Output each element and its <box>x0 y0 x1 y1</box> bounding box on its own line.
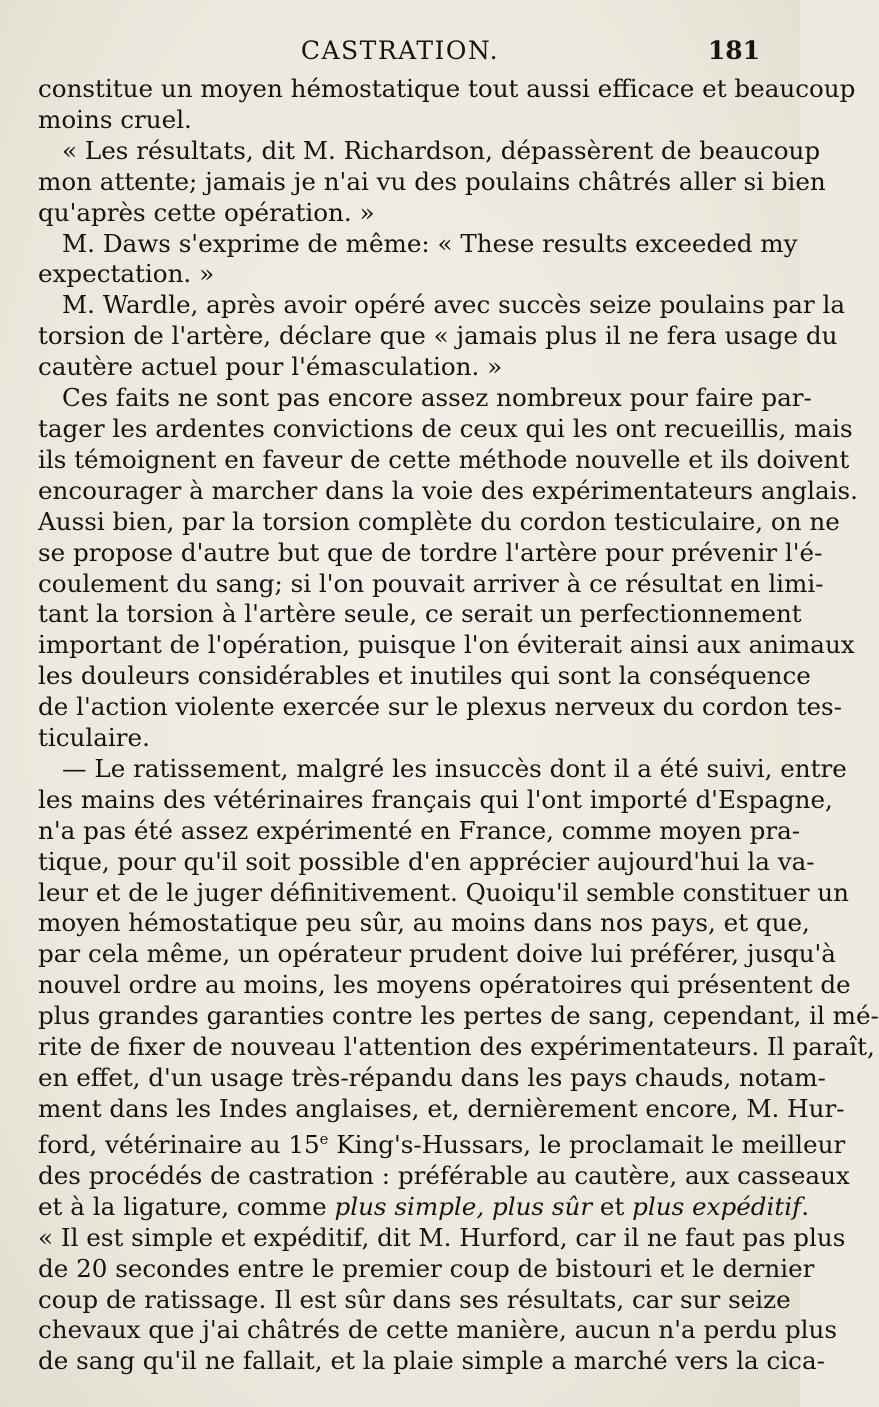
text-line: plus grandes garanties contre les pertes de sang, cependant, il mé- <box>38 1001 879 1031</box>
text-line: de sang qu'il ne fallait, et la plaie simple a marché vers la cica- <box>38 1346 825 1376</box>
text-line: nouvel ordre au moins, les moyens opératoires qui présentent de <box>38 970 851 1000</box>
text-line: chevaux que j'ai châtrés de cette manière, aucun n'a perdu plus <box>38 1315 837 1345</box>
text-line: n'a pas été assez expérimenté en France, comme moyen pra- <box>38 815 801 845</box>
text-line: — Le ratissement, malgré les insuccès dont il a été suivi, entre <box>62 753 847 783</box>
text-line: moins cruel. <box>38 104 192 134</box>
text-line: tant la torsion à l'artère seule, ce serait un perfectionnement <box>38 599 802 629</box>
text-line: important de l'opération, puisque l'on éviterait ainsi aux animaux <box>38 630 855 660</box>
text-line: mon attente; jamais je n'ai vu des poulains châtrés aller si bien <box>38 166 826 196</box>
text-line: M. Daws s'exprime de même: « These results exceeded my <box>62 228 798 258</box>
text-line: qu'après cette opération. » <box>38 197 375 227</box>
text-line: et à la ligature, comme plus simple, plus sûr et plus expéditif. <box>38 1191 810 1221</box>
text-line: Aussi bien, par la torsion complète du cordon testiculaire, on ne <box>38 506 840 536</box>
text-line: de 20 secondes entre le premier coup de bistouri et le dernier <box>38 1253 815 1283</box>
text-line: ticulaire. <box>38 723 150 753</box>
text-line: les mains des vétérinaires français qui l'ont importé d'Espagne, <box>38 784 833 814</box>
paragraph-6 <box>38 753 879 1377</box>
text-line: en effet, d'un usage très-répandu dans les pays chauds, notam- <box>38 1063 826 1092</box>
paragraph-5 <box>38 383 858 754</box>
text-line: leur et de le juger définitivement. Quoiqu'il semble constituer un <box>38 877 849 907</box>
text-line: tager les ardentes convictions de ceux qui les ont recueillis, mais <box>38 413 853 443</box>
text-line: ils témoignent en faveur de cette méthode nouvelle et ils doivent <box>38 444 850 474</box>
text-line: tique, pour qu'il soit possible d'en apprécier aujourd'hui la va- <box>38 846 815 876</box>
paragraph-4 <box>38 290 846 383</box>
running-head <box>38 28 762 74</box>
text-line: les douleurs considérables et inutiles qui sont la conséquence <box>38 661 811 691</box>
running-title: CASTRATION. <box>300 36 500 65</box>
text-line: Ces faits ne sont pas encore assez nombreux pour faire par- <box>62 383 812 413</box>
body-text <box>38 74 879 1377</box>
text-line: M. Wardle, après avoir opéré avec succès seize poulains par la <box>62 290 846 320</box>
text-line: ford, vétérinaire au 15e King's-Hussars, le proclamait le meilleur <box>38 1130 846 1159</box>
paragraph-1 <box>38 74 856 136</box>
text-line: coulement du sang; si l'on pouvait arriver à ce résultat en limi- <box>38 568 824 598</box>
text-line: se propose d'autre but que de tordre l'artère pour prévenir l'é- <box>38 537 823 567</box>
text-line: par cela même, un opérateur prudent doive lui préférer, jusqu'à <box>38 939 836 969</box>
paragraph-2 <box>38 135 826 229</box>
page-number: 181 <box>707 36 760 65</box>
text-line: rite de fixer de nouveau l'attention des expérimentateurs. Il paraît, <box>38 1032 875 1062</box>
text-line: moyen hémostatique peu sûr, au moins dans nos pays, et que, <box>38 908 810 938</box>
paragraph-3 <box>38 228 798 291</box>
text-line: ment dans les Indes anglaises, et, dernièrement encore, M. Hur- <box>38 1093 845 1123</box>
text-line: cautère actuel pour l'émasculation. » <box>38 352 503 382</box>
text-line: « Les résultats, dit M. Richardson, dépassèrent de beaucoup <box>62 135 821 165</box>
text-line: de l'action violente exercée sur le plexus nerveux du cordon tes- <box>38 692 842 722</box>
text-line: coup de ratissage. Il est sûr dans ses résultats, car sur seize <box>38 1284 791 1314</box>
text-line: encourager à marcher dans la voie des expérimentateurs anglais. <box>38 475 858 505</box>
text-line: « Il est simple et expéditif, dit M. Hurford, car il ne faut pas plus <box>38 1222 846 1252</box>
text-line: constitue un moyen hémostatique tout aussi efficace et beaucoup <box>38 74 856 103</box>
text-line: expectation. » <box>38 259 215 289</box>
text-line: torsion de l'artère, déclare que « jamais plus il ne fera usage du <box>38 321 838 351</box>
text-line: des procédés de castration : préférable au cautère, aux casseaux <box>38 1160 850 1190</box>
